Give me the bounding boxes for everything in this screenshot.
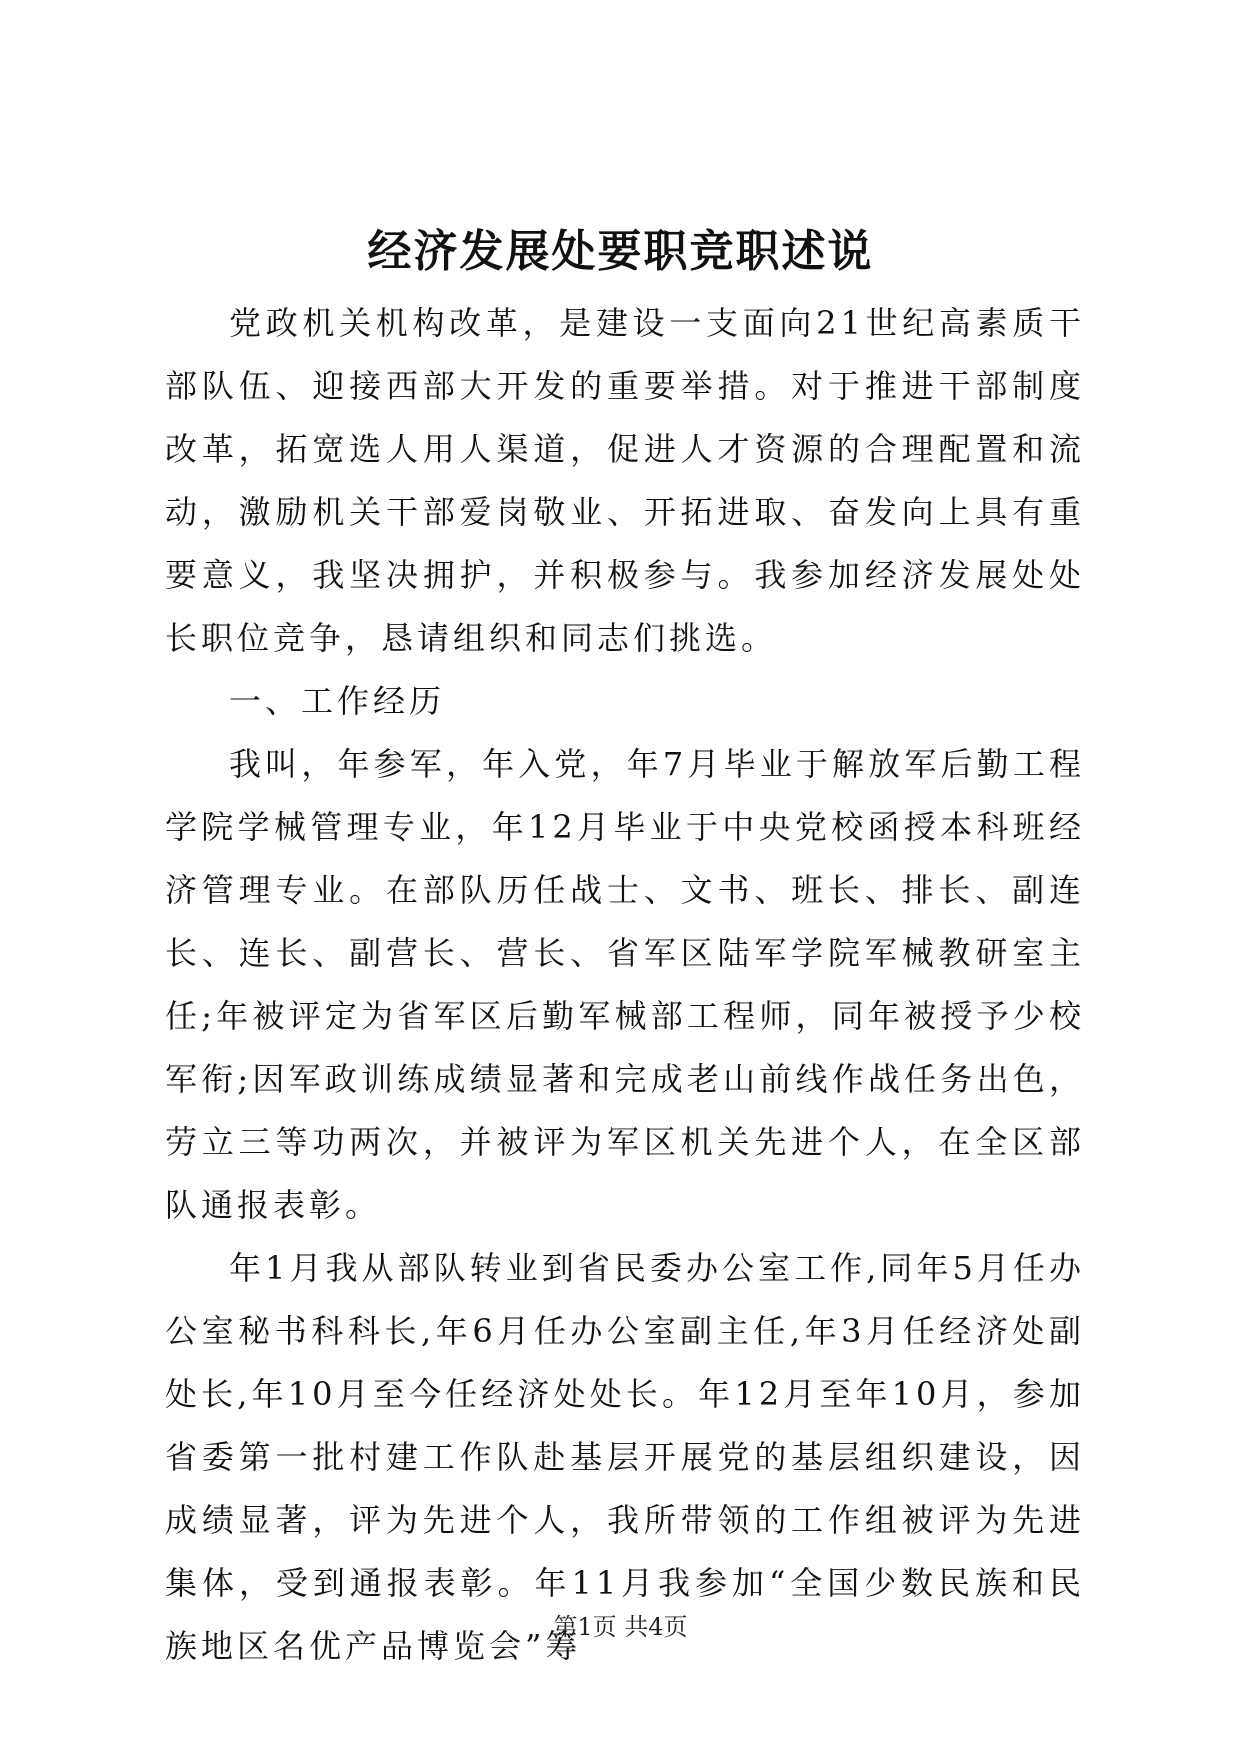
paragraph-military-career: 我叫，年参军，年入党，年7月毕业于解放军后勤工程学院学械管理专业，年12月毕业于中央党校函授本科班经济管理专业。在部队历任战士、文书、班长、排长、副连长、连长、副营长、营长、省军区陆军学院军械教研室主任;年被评定为省军区后勤军械部工程师，同年被授予少校军衔;因军政训练成绩显著和完成老山前线作战任务出色，劳立三等功两次，并被评为军区机关先进个人，在全区部队通报表彰。 (165, 745, 1085, 1224)
document-title: 经济发展处要职竞职述说 (367, 226, 874, 277)
page-number-footer: 第1页 共4页 (553, 1613, 688, 1641)
section-heading-work-experience: 一、工作经历 (229, 682, 446, 720)
document-body (165, 292, 1085, 1678)
paragraph-intro: 党政机关机构改革，是建设一支面向21世纪高素质干部队伍、迎接西部大开发的重要举措。对于推进干部制度改革，拓宽选人用人渠道，促进人才资源的合理配置和流动，激励机关干部爱岗敬业、开拓进取、奋发向上具有重要意义，我坚决拥护，并积极参与。我参加经济发展处处长职位竞争，恳请组织和同志们挑选。 (165, 304, 1085, 657)
paragraph-civil-career: 年1月我从部队转业到省民委办公室工作,同年5月任办公室秘书科科长,年6月任办公室副主任,年3月任经济处副处长,年10月至今任经济处处长。年12月至年10月，参加省委第一批村建工作队赴基层开展党的基层组织建设，因成绩显著，评为先进个人，我所带领的工作组被评为先进集体，受到通报表彰。年11月我参加“全国少数民族和民族地区名优产品博览会”筹 (165, 1249, 1085, 1665)
